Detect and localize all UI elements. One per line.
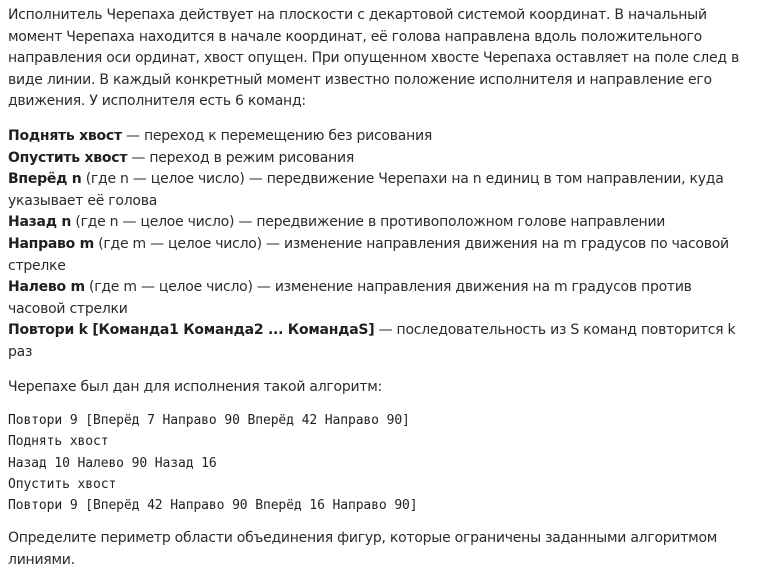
command-item [8,277,753,320]
task-text [8,5,753,571]
algorithm-intro: Черепахе был дан для исполнения такой алгоритм: [8,378,383,395]
command-name: Направо m [8,235,94,252]
command-item [8,234,753,277]
command-item [8,169,753,212]
command-desc: (где m — целое число) — изменение направления движения на m градусов по часовой стрелке [8,235,729,274]
code-line: Опустить хвост [8,476,117,492]
command-name: Налево m [8,279,85,296]
command-item [8,212,753,234]
code-line: Назад 10 Налево 90 Назад 16 [8,455,217,471]
intro-paragraph: Исполнитель Черепаха действует на плоскости с декартовой системой координат. В начальный момент Черепаха находится в начале координат, её голова направлена вдоль положительного направления оси ординат, хвост опущен. При опущенном хвосте Черепаха оставляет на поле след в виде линии. В каждый конкретный момент известно положение исполнителя и направление его движения. У исполнителя есть 6 команд: [8,7,739,110]
command-name: Назад n [8,214,72,231]
command-name: Повтори k [Команда1 Команда2 ... КомандаS] [8,322,375,339]
command-name: Опустить хвост [8,149,128,166]
command-desc: (где n — целое число) — передвижение в противоположном голове направлении [71,214,666,231]
command-desc: (где n — целое число) — передвижение Черепахи на n единиц в том направлении, куда указывает её голова [8,171,724,209]
command-desc: (где m — целое число) — изменение направления движения на m градусов против часовой стрелки [8,279,692,317]
command-name: Вперёд n [8,171,82,188]
code-line: Повтори 9 [Вперёд 42 Направо 90 Вперёд 16 Направо 90] [8,497,418,513]
command-item [8,126,753,148]
algorithm-code-block [8,410,753,516]
command-desc: — переход в режим рисования [127,149,355,166]
command-item [8,320,753,363]
command-desc: — последовательность из S команд повторится k раз [8,322,736,360]
command-list [8,126,753,364]
command-name: Поднять хвост [8,127,122,144]
command-desc: — переход к перемещению без рисования [121,127,433,144]
code-line: Повтори 9 [Вперёд 7 Направо 90 Вперёд 42 Направо 90] [8,413,410,429]
command-item [8,148,753,170]
code-line: Поднять хвост [8,434,109,450]
question-paragraph: Определите периметр области объединения фигур, которые ограничены заданными алгоритмом линиями. [8,530,718,568]
